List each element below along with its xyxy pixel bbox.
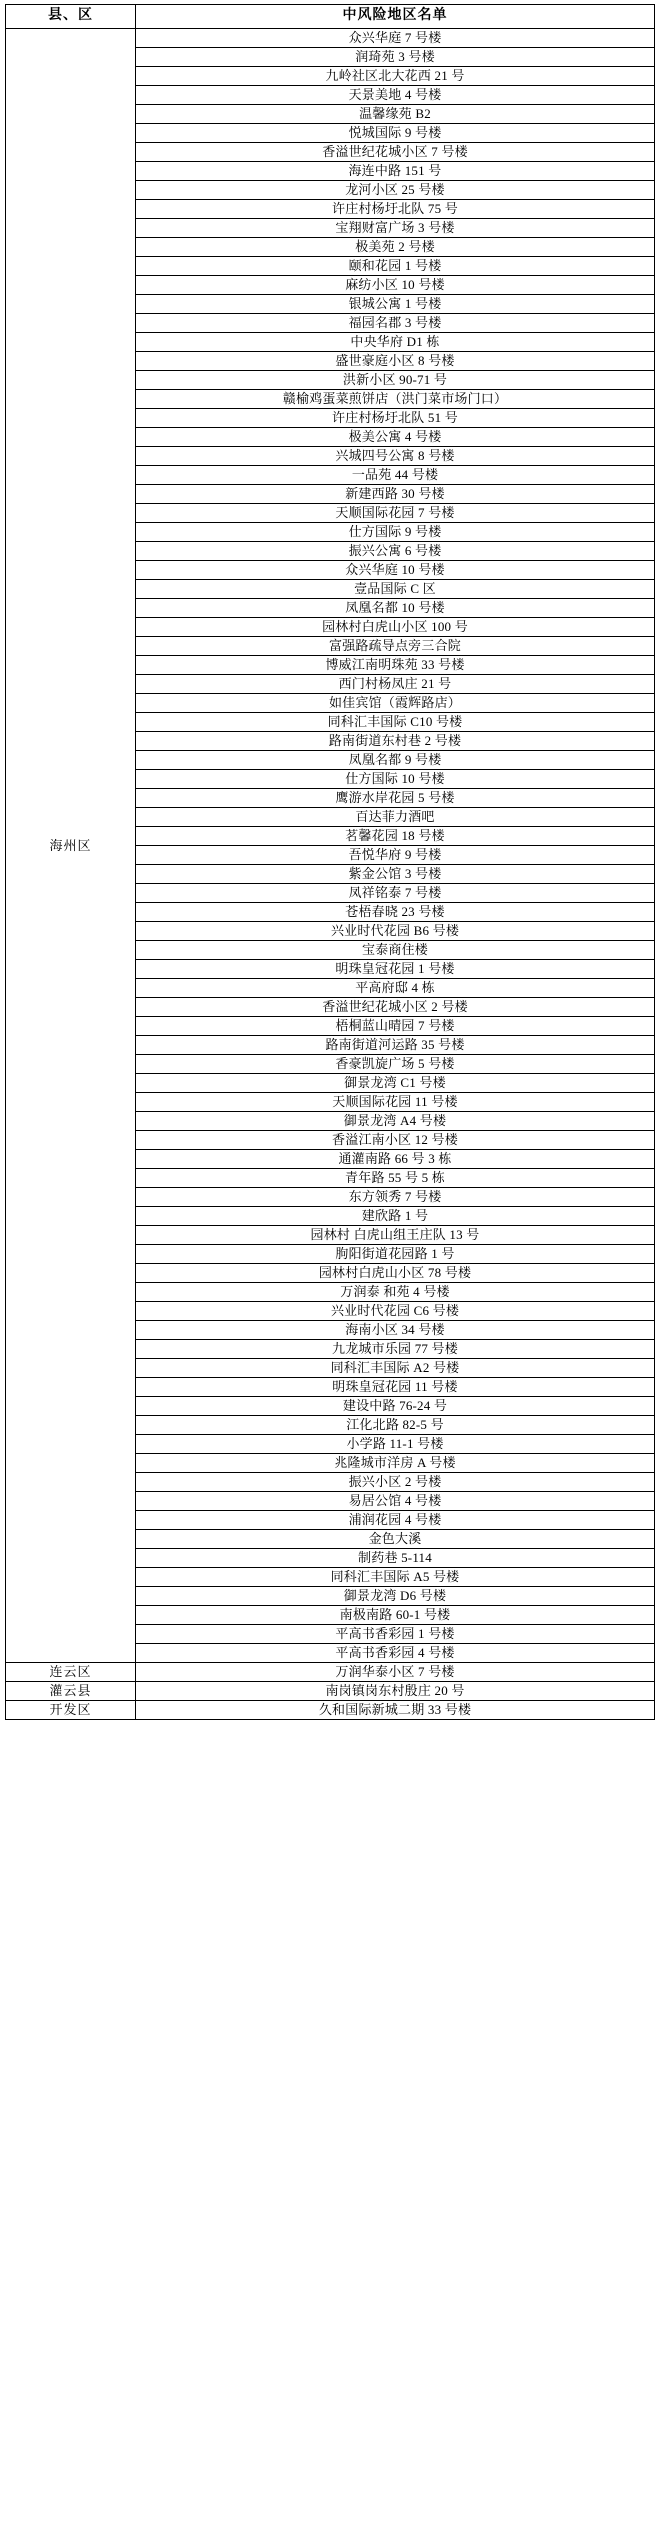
area-name-cell: 建设中路 76-24 号 [136, 1397, 655, 1416]
area-name-cell: 宝翔财富广场 3 号楼 [136, 219, 655, 238]
table-row [6, 1701, 655, 1720]
column-header-region: 县、区 [6, 5, 136, 29]
area-name-cell: 西门村杨凤庄 21 号 [136, 675, 655, 694]
area-name-cell: 如佳宾馆（霞辉路店） [136, 694, 655, 713]
area-name-cell: 新建西路 30 号楼 [136, 485, 655, 504]
area-name-cell: 易居公馆 4 号楼 [136, 1492, 655, 1511]
region-cell: 海州区 [6, 29, 136, 1663]
area-name-cell: 盛世豪庭小区 8 号楼 [136, 352, 655, 371]
area-name-cell: 博威江南明珠苑 33 号楼 [136, 656, 655, 675]
area-name-cell: 建欣路 1 号 [136, 1207, 655, 1226]
region-cell: 开发区 [6, 1701, 136, 1720]
table-header-row [6, 5, 655, 29]
area-name-cell: 江化北路 82-5 号 [136, 1416, 655, 1435]
area-name-cell: 宝泰商住楼 [136, 941, 655, 960]
area-name-cell: 兴城四号公寓 8 号楼 [136, 447, 655, 466]
area-name-cell: 茗馨花园 18 号楼 [136, 827, 655, 846]
table-row [6, 1663, 655, 1682]
area-name-cell: 极美苑 2 号楼 [136, 238, 655, 257]
area-name-cell: 极美公寓 4 号楼 [136, 428, 655, 447]
area-name-cell: 凤凰名都 9 号楼 [136, 751, 655, 770]
area-name-cell: 龙河小区 25 号楼 [136, 181, 655, 200]
area-name-cell: 兴业时代花园 C6 号楼 [136, 1302, 655, 1321]
area-name-cell: 明珠皇冠花园 11 号楼 [136, 1378, 655, 1397]
area-name-cell: 同科汇丰国际 A5 号楼 [136, 1568, 655, 1587]
area-name-cell: 天顺国际花园 11 号楼 [136, 1093, 655, 1112]
table-row [6, 29, 655, 48]
area-name-cell: 赣榆鸡蛋菜煎饼店（洪门菜市场门口） [136, 390, 655, 409]
area-name-cell: 园林村白虎山小区 100 号 [136, 618, 655, 637]
area-name-cell: 洪新小区 90-71 号 [136, 371, 655, 390]
area-name-cell: 海南小区 34 号楼 [136, 1321, 655, 1340]
area-name-cell: 海连中路 151 号 [136, 162, 655, 181]
area-name-cell: 通灌南路 66 号 3 栋 [136, 1150, 655, 1169]
area-name-cell: 润琦苑 3 号楼 [136, 48, 655, 67]
area-name-cell: 九龙城市乐园 77 号楼 [136, 1340, 655, 1359]
area-name-cell: 路南街道东村巷 2 号楼 [136, 732, 655, 751]
table-row [6, 1682, 655, 1701]
area-name-cell: 小学路 11-1 号楼 [136, 1435, 655, 1454]
area-name-cell: 园林村 白虎山组王庄队 13 号 [136, 1226, 655, 1245]
area-name-cell: 凤凰名都 10 号楼 [136, 599, 655, 618]
area-name-cell: 园林村白虎山小区 78 号楼 [136, 1264, 655, 1283]
area-name-cell: 同科汇丰国际 A2 号楼 [136, 1359, 655, 1378]
area-name-cell: 兴业时代花园 B6 号楼 [136, 922, 655, 941]
table-body [6, 29, 655, 1720]
area-name-cell: 平高书香彩园 4 号楼 [136, 1644, 655, 1663]
area-name-cell: 同科汇丰国际 C10 号楼 [136, 713, 655, 732]
area-name-cell: 梧桐蓝山晴园 7 号楼 [136, 1017, 655, 1036]
area-name-cell: 仕方国际 10 号楼 [136, 770, 655, 789]
area-name-cell: 众兴华庭 10 号楼 [136, 561, 655, 580]
area-name-cell: 富强路疏导点旁三合院 [136, 637, 655, 656]
area-name-cell: 久和国际新城二期 33 号楼 [136, 1701, 655, 1720]
area-name-cell: 许庄村杨圩北队 51 号 [136, 409, 655, 428]
area-name-cell: 万润泰 和苑 4 号楼 [136, 1283, 655, 1302]
area-name-cell: 九岭社区北大花西 21 号 [136, 67, 655, 86]
table-header [6, 5, 655, 29]
area-name-cell: 鹰游水岸花园 5 号楼 [136, 789, 655, 808]
area-name-cell: 天顺国际花园 7 号楼 [136, 504, 655, 523]
area-name-cell: 兆隆城市洋房 A 号楼 [136, 1454, 655, 1473]
area-name-cell: 香溢世纪花城小区 7 号楼 [136, 143, 655, 162]
area-name-cell: 温馨缘苑 B2 [136, 105, 655, 124]
area-name-cell: 御景龙湾 C1 号楼 [136, 1074, 655, 1093]
area-name-cell: 朐阳街道花园路 1 号 [136, 1245, 655, 1264]
area-name-cell: 一品苑 44 号楼 [136, 466, 655, 485]
area-name-cell: 颐和花园 1 号楼 [136, 257, 655, 276]
area-name-cell: 振兴公寓 6 号楼 [136, 542, 655, 561]
area-name-cell: 苍梧春晓 23 号楼 [136, 903, 655, 922]
area-name-cell: 南岗镇岗东村殷庄 20 号 [136, 1682, 655, 1701]
area-name-cell: 浦润花园 4 号楼 [136, 1511, 655, 1530]
area-name-cell: 吾悦华府 9 号楼 [136, 846, 655, 865]
area-name-cell: 许庄村杨圩北队 75 号 [136, 200, 655, 219]
area-name-cell: 御景龙湾 A4 号楼 [136, 1112, 655, 1131]
area-name-cell: 凤祥铭泰 7 号楼 [136, 884, 655, 903]
area-name-cell: 香豪凯旋广场 5 号楼 [136, 1055, 655, 1074]
column-header-area-list: 中风险地区名单 [136, 5, 655, 29]
area-name-cell: 青年路 55 号 5 栋 [136, 1169, 655, 1188]
area-name-cell: 南极南路 60-1 号楼 [136, 1606, 655, 1625]
area-name-cell: 制药巷 5-114 [136, 1549, 655, 1568]
area-name-cell: 东方领秀 7 号楼 [136, 1188, 655, 1207]
area-name-cell: 紫金公馆 3 号楼 [136, 865, 655, 884]
area-name-cell: 悦城国际 9 号楼 [136, 124, 655, 143]
area-name-cell: 平高府邸 4 栋 [136, 979, 655, 998]
risk-area-table [5, 4, 655, 1720]
area-name-cell: 银城公寓 1 号楼 [136, 295, 655, 314]
area-name-cell: 香溢江南小区 12 号楼 [136, 1131, 655, 1150]
area-name-cell: 振兴小区 2 号楼 [136, 1473, 655, 1492]
area-name-cell: 御景龙湾 D6 号楼 [136, 1587, 655, 1606]
region-cell: 灌云县 [6, 1682, 136, 1701]
area-name-cell: 福园名郡 3 号楼 [136, 314, 655, 333]
area-name-cell: 金色大溪 [136, 1530, 655, 1549]
area-name-cell: 中央华府 D1 栋 [136, 333, 655, 352]
area-name-cell: 明珠皇冠花园 1 号楼 [136, 960, 655, 979]
area-name-cell: 壹品国际 C 区 [136, 580, 655, 599]
area-name-cell: 麻纺小区 10 号楼 [136, 276, 655, 295]
area-name-cell: 众兴华庭 7 号楼 [136, 29, 655, 48]
area-name-cell: 平高书香彩园 1 号楼 [136, 1625, 655, 1644]
area-name-cell: 万润华泰小区 7 号楼 [136, 1663, 655, 1682]
area-name-cell: 天景美地 4 号楼 [136, 86, 655, 105]
area-name-cell: 仕方国际 9 号楼 [136, 523, 655, 542]
area-name-cell: 百达菲力酒吧 [136, 808, 655, 827]
area-name-cell: 路南街道河运路 35 号楼 [136, 1036, 655, 1055]
area-name-cell: 香溢世纪花城小区 2 号楼 [136, 998, 655, 1017]
region-cell: 连云区 [6, 1663, 136, 1682]
